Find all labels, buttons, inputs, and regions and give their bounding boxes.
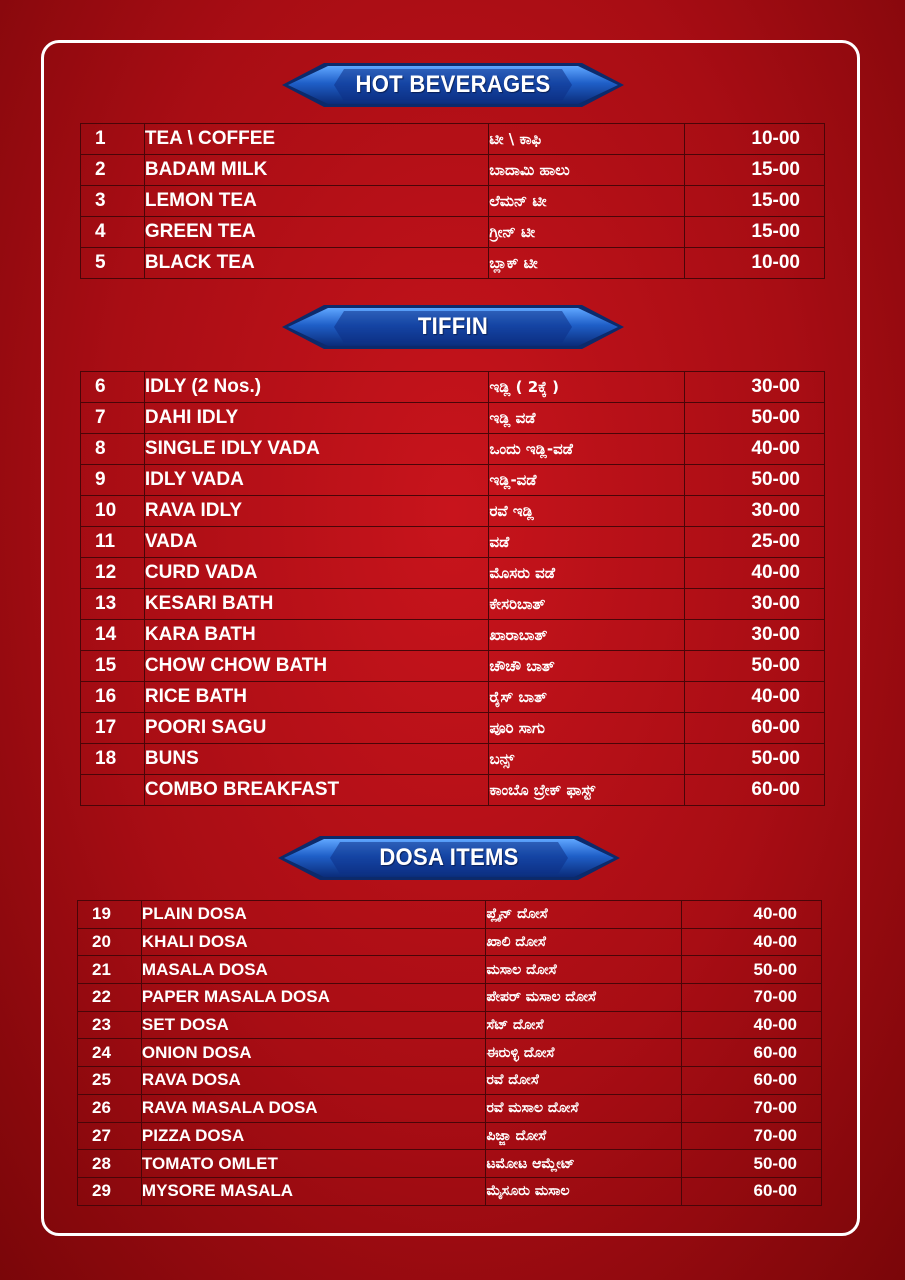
section-banner-dosa-items bbox=[278, 834, 620, 882]
item-name: DAHI IDLY bbox=[144, 403, 489, 434]
menu-row bbox=[81, 496, 825, 527]
item-name: KHALI DOSA bbox=[141, 928, 486, 956]
menu-row bbox=[78, 1094, 822, 1122]
menu-row bbox=[81, 713, 825, 744]
item-number: 8 bbox=[81, 434, 145, 465]
item-name: ONION DOSA bbox=[141, 1039, 486, 1067]
item-price: 60-00 bbox=[685, 713, 825, 744]
menu-row bbox=[81, 217, 825, 248]
item-name: COMBO BREAKFAST bbox=[144, 775, 489, 806]
item-name-kannada: ಟೀ \ ಕಾಫಿ bbox=[489, 124, 685, 155]
item-name-kannada: ಬಾದಾಮಿ ಹಾಲು bbox=[489, 155, 685, 186]
item-name: SINGLE IDLY VADA bbox=[144, 434, 489, 465]
item-price: 50-00 bbox=[685, 403, 825, 434]
item-price: 70-00 bbox=[682, 1094, 822, 1122]
item-number: 9 bbox=[81, 465, 145, 496]
item-name-kannada: ಪಿಜ್ಜಾ ದೋಸೆ bbox=[486, 1122, 682, 1150]
item-number: 28 bbox=[78, 1150, 142, 1178]
item-name: RAVA MASALA DOSA bbox=[141, 1094, 486, 1122]
item-name-kannada: ಗ್ರೀನ್ ಟೀ bbox=[489, 217, 685, 248]
item-name-kannada: ಒಂದು ಇಡ್ಲಿ-ವಡೆ bbox=[489, 434, 685, 465]
section-title: TIFFIN bbox=[417, 313, 489, 340]
item-number: 5 bbox=[81, 248, 145, 279]
section-banner-hot-beverages bbox=[282, 61, 624, 109]
item-number: 1 bbox=[81, 124, 145, 155]
item-number: 7 bbox=[81, 403, 145, 434]
item-name-kannada: ಸೆಟ್ ದೋಸೆ bbox=[486, 1011, 682, 1039]
menu-row bbox=[78, 1150, 822, 1178]
menu-row bbox=[78, 901, 822, 929]
item-name-kannada: ಲೆಮನ್ ಟೀ bbox=[489, 186, 685, 217]
item-name: BADAM MILK bbox=[144, 155, 489, 186]
item-name-kannada: ಬ್ಲಾಕ್ ಟೀ bbox=[489, 248, 685, 279]
menu-row bbox=[81, 682, 825, 713]
item-name: PLAIN DOSA bbox=[141, 901, 486, 929]
section-banner-tiffin bbox=[282, 303, 624, 351]
menu-row bbox=[78, 1067, 822, 1095]
item-number: 11 bbox=[81, 527, 145, 558]
menu-row bbox=[81, 651, 825, 682]
item-name-kannada: ಖಾಲಿ ದೋಸೆ bbox=[486, 928, 682, 956]
item-name: IDLY (2 Nos.) bbox=[144, 372, 489, 403]
menu-row bbox=[81, 124, 825, 155]
item-name: MASALA DOSA bbox=[141, 956, 486, 984]
item-number: 21 bbox=[78, 956, 142, 984]
item-name-kannada: ಪೇಪರ್ ಮಸಾಲ ದೋಸೆ bbox=[486, 984, 682, 1012]
menu-row bbox=[81, 589, 825, 620]
item-number: 4 bbox=[81, 217, 145, 248]
item-name-kannada: ಈರುಳ್ಳಿ ದೋಸೆ bbox=[486, 1039, 682, 1067]
item-name: RAVA IDLY bbox=[144, 496, 489, 527]
menu-row bbox=[81, 465, 825, 496]
item-price: 50-00 bbox=[685, 651, 825, 682]
item-name-kannada: ಇಡ್ಲಿ ವಡೆ bbox=[489, 403, 685, 434]
item-price: 40-00 bbox=[685, 434, 825, 465]
item-name-kannada: ಪ್ಲೈನ್ ದೋಸೆ bbox=[486, 901, 682, 929]
menu-row bbox=[78, 956, 822, 984]
item-name: CURD VADA bbox=[144, 558, 489, 589]
item-name-kannada: ಬನ್ಸ್ bbox=[489, 744, 685, 775]
item-price: 50-00 bbox=[682, 956, 822, 984]
item-number: 23 bbox=[78, 1011, 142, 1039]
item-number: 18 bbox=[81, 744, 145, 775]
item-name-kannada: ರವೆ ಇಡ್ಲಿ bbox=[489, 496, 685, 527]
item-price: 15-00 bbox=[685, 217, 825, 248]
item-price: 30-00 bbox=[685, 372, 825, 403]
menu-row bbox=[78, 1177, 822, 1205]
menu-row bbox=[81, 744, 825, 775]
item-price: 25-00 bbox=[685, 527, 825, 558]
item-price: 70-00 bbox=[682, 984, 822, 1012]
item-number: 22 bbox=[78, 984, 142, 1012]
item-price: 10-00 bbox=[685, 248, 825, 279]
item-name: BUNS bbox=[144, 744, 489, 775]
item-number: 2 bbox=[81, 155, 145, 186]
menu-table-dosa-items bbox=[77, 900, 822, 1206]
item-name-kannada: ರವೆ ಮಸಾಲ ದೋಸೆ bbox=[486, 1094, 682, 1122]
menu-row bbox=[81, 403, 825, 434]
item-number: 16 bbox=[81, 682, 145, 713]
item-name-kannada: ಕೇಸರಿಬಾತ್ bbox=[489, 589, 685, 620]
item-name-kannada: ಪೂರಿ ಸಾಗು bbox=[489, 713, 685, 744]
item-price: 40-00 bbox=[682, 1011, 822, 1039]
item-number: 29 bbox=[78, 1177, 142, 1205]
item-name: TEA \ COFFEE bbox=[144, 124, 489, 155]
item-name-kannada: ಖಾರಾಬಾತ್ bbox=[489, 620, 685, 651]
section-title: HOT BEVERAGES bbox=[355, 71, 551, 98]
item-price: 70-00 bbox=[682, 1122, 822, 1150]
item-number: 14 bbox=[81, 620, 145, 651]
item-name-kannada: ಇಡ್ಲಿ ( 2ಕ್ಕೆ ) bbox=[489, 372, 685, 403]
item-name-kannada: ಮೈಸೂರು ಮಸಾಲ bbox=[486, 1177, 682, 1205]
item-name: LEMON TEA bbox=[144, 186, 489, 217]
item-name: PIZZA DOSA bbox=[141, 1122, 486, 1150]
menu-row bbox=[78, 1122, 822, 1150]
menu-row bbox=[78, 928, 822, 956]
item-name-kannada: ಇಡ್ಲಿ-ವಡೆ bbox=[489, 465, 685, 496]
item-number: 19 bbox=[78, 901, 142, 929]
item-price: 40-00 bbox=[682, 928, 822, 956]
item-name: CHOW CHOW BATH bbox=[144, 651, 489, 682]
menu-table-tiffin bbox=[80, 371, 825, 806]
item-name: GREEN TEA bbox=[144, 217, 489, 248]
item-number: 10 bbox=[81, 496, 145, 527]
item-price: 30-00 bbox=[685, 620, 825, 651]
menu-row bbox=[78, 1039, 822, 1067]
item-name: VADA bbox=[144, 527, 489, 558]
item-price: 60-00 bbox=[682, 1039, 822, 1067]
item-name: POORI SAGU bbox=[144, 713, 489, 744]
item-name: SET DOSA bbox=[141, 1011, 486, 1039]
item-name: BLACK TEA bbox=[144, 248, 489, 279]
menu-row bbox=[78, 1011, 822, 1039]
item-price: 40-00 bbox=[685, 682, 825, 713]
menu-row bbox=[81, 527, 825, 558]
item-name: PAPER MASALA DOSA bbox=[141, 984, 486, 1012]
item-price: 10-00 bbox=[685, 124, 825, 155]
menu-row bbox=[81, 186, 825, 217]
item-price: 40-00 bbox=[685, 558, 825, 589]
item-number: 15 bbox=[81, 651, 145, 682]
menu-row bbox=[81, 558, 825, 589]
item-name: RAVA DOSA bbox=[141, 1067, 486, 1095]
item-name: RICE BATH bbox=[144, 682, 489, 713]
item-number: 25 bbox=[78, 1067, 142, 1095]
item-price: 30-00 bbox=[685, 589, 825, 620]
item-name: TOMATO OMLET bbox=[141, 1150, 486, 1178]
item-name: IDLY VADA bbox=[144, 465, 489, 496]
item-number: 27 bbox=[78, 1122, 142, 1150]
menu-table-hot-beverages bbox=[80, 123, 825, 279]
item-number: 26 bbox=[78, 1094, 142, 1122]
item-number: 20 bbox=[78, 928, 142, 956]
item-name-kannada: ಮಸಾಲ ದೋಸೆ bbox=[486, 956, 682, 984]
menu-row bbox=[81, 775, 825, 806]
item-price: 50-00 bbox=[685, 744, 825, 775]
section-title: DOSA ITEMS bbox=[379, 844, 519, 871]
menu-row bbox=[81, 620, 825, 651]
item-name-kannada: ಚೌಚೌ ಬಾತ್ bbox=[489, 651, 685, 682]
item-number bbox=[81, 775, 145, 806]
item-price: 50-00 bbox=[685, 465, 825, 496]
item-name-kannada: ಮೊಸರು ವಡೆ bbox=[489, 558, 685, 589]
item-price: 50-00 bbox=[682, 1150, 822, 1178]
item-price: 40-00 bbox=[682, 901, 822, 929]
menu-row bbox=[81, 248, 825, 279]
item-price: 60-00 bbox=[685, 775, 825, 806]
item-name-kannada: ರೈಸ್ ಬಾತ್ bbox=[489, 682, 685, 713]
item-number: 12 bbox=[81, 558, 145, 589]
item-name: MYSORE MASALA bbox=[141, 1177, 486, 1205]
item-price: 60-00 bbox=[682, 1177, 822, 1205]
item-price: 15-00 bbox=[685, 155, 825, 186]
item-name: KARA BATH bbox=[144, 620, 489, 651]
item-number: 17 bbox=[81, 713, 145, 744]
item-name-kannada: ಟಮೋಟ ಆಮ್ಲೇಟ್ bbox=[486, 1150, 682, 1178]
item-name: KESARI BATH bbox=[144, 589, 489, 620]
item-name-kannada: ಕಾಂಬೊ ಬ್ರೇಕ್ ಫಾಸ್ಟ್ bbox=[489, 775, 685, 806]
item-number: 13 bbox=[81, 589, 145, 620]
menu-row bbox=[81, 434, 825, 465]
item-name-kannada: ರವೆ ದೋಸೆ bbox=[486, 1067, 682, 1095]
menu-row bbox=[78, 984, 822, 1012]
item-number: 6 bbox=[81, 372, 145, 403]
menu-row bbox=[81, 155, 825, 186]
menu-row bbox=[81, 372, 825, 403]
item-name-kannada: ವಡೆ bbox=[489, 527, 685, 558]
item-price: 30-00 bbox=[685, 496, 825, 527]
item-price: 60-00 bbox=[682, 1067, 822, 1095]
item-number: 24 bbox=[78, 1039, 142, 1067]
item-price: 15-00 bbox=[685, 186, 825, 217]
item-number: 3 bbox=[81, 186, 145, 217]
